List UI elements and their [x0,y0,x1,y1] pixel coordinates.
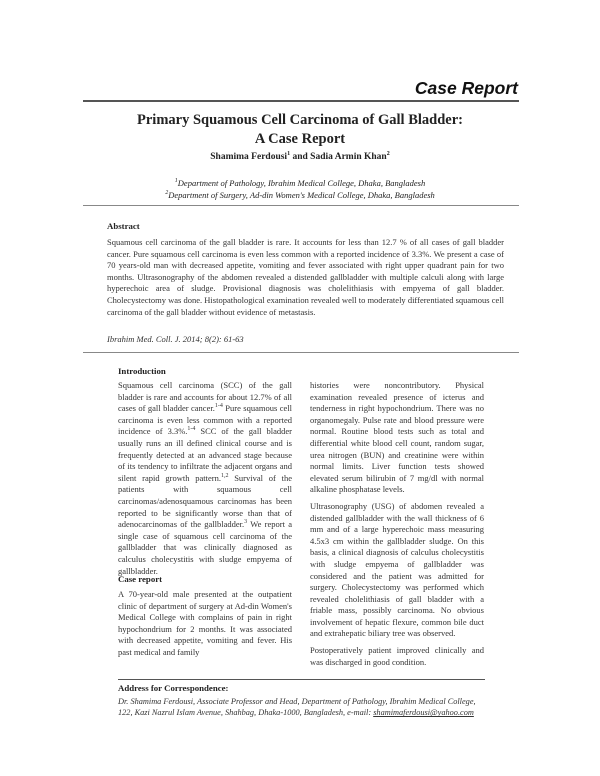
author-1: Shamima Ferdousi [210,152,288,162]
affiliation-2-sup: 2 [165,190,169,197]
correspondence-text [118,696,485,719]
abstract-heading: Abstract [107,221,140,231]
intro-seg-3: SCC of the gall bladder usually runs an ill defined clinical course and is frequently detected at an advanced stage because of its tendency to infiltrate the adjacent organs and silent rapid growth pattern. [118,426,292,483]
author-list [60,152,540,162]
case-paragraph-2: histories were noncontributory. Physical examination revealed presence of icterus and tenderness in right hypochondrium. There was no organomegaly. Pulse rate and blood pressure were normal. Routine blood tests such as total and differential white blood cell count, random sugar, urea nitrogen (BUN) and creatinine were within normal limits. Liver function tests showed elevated serum bilirubin of 7 mg/dl with normal alkaline phosphatase levels. [310,380,484,495]
email-link[interactable]: shamimaferdousi@yahoo.com [373,708,474,718]
intro-seg-2: Pure squamous cell carcinoma is even less common with a reported incidence of 3.3%. [118,403,292,437]
author-1-sup: 1 [287,150,291,157]
correspondence-heading: Address for Correspondence: [118,683,229,693]
title-line-2: A Case Report [254,131,346,147]
affiliation-1 [60,177,540,189]
case-report-text-left [118,589,292,664]
case-report-heading: Case report [118,574,163,584]
affiliation-1-sup: 1 [174,178,178,185]
ref-2: 1-4 [187,426,196,433]
article-type-badge: Case Report [414,78,518,98]
title-line-1: Primary Squamous Cell Carcinoma of Gall Bladder: [137,112,463,128]
introduction-heading: Introduction [118,366,166,376]
right-column [310,380,484,673]
case-paragraph-3: Ultrasonography (USG) of abdomen revealed a distended gallbladder with the wall thickness of 6 mm and of a large hyperechoic mass measuring 4.5x3 cm within the gallbladder sludge. On this basis, a clinical diagnosis of calculus cholecystitis with sludge empyema of gallbladder was considered and the patient was admitted for surgery. Cholecystectomy was performed which revealed cholelithiasis of gall bladder with a friable mass, possibly carcinoma. No obvious involvement of hepatic flexure, common bile duct and extrahepatic biliary tree was observed. [310,500,484,639]
intro-seg-1: Squamous cell carcinoma (SCC) of the gall bladder is rare and accounts for about 12.7% of all cases of gall bladder cancer. [118,380,292,414]
affiliation-1-text: Department of Pathology, Ibrahim Medical College, Dhaka, Bangladesh [177,178,426,188]
author-separator: and [290,152,311,162]
introduction-paragraph [118,380,292,577]
header-rule [83,100,519,102]
footnote-rule [118,679,485,680]
abstract-text: Squamous cell carcinoma of the gall bladder is rare. It accounts for less than 12.7 % of all cases of gall bladder cancer. Pure squamous cell carcinoma is even less common with a reported incidence of 3.3%. We present a case of 70 years-old man with decreased appetite, vomiting and fever associated with right upper quadrant pain for two months. Ultrasonography of the abdomen revealed a distended gallbladder with multiple calculi along with large hyperechoic area of sludge. Provisional diagnosis was cholelithiasis with empyema of gall bladder. Cholecystectomy was done. Histopathological examination revealed well to moderately differentiated squamous cell carcinoma of the gall bladder without evidence of metastasis. [107,237,504,317]
ref-4: 3 [244,519,248,526]
case-paragraph-4: Postoperatively patient improved clinically and was discharged in good condition. [310,645,484,667]
affiliations [60,177,540,201]
abstract-bottom-rule [83,352,519,353]
citation: Ibrahim Med. Coll. J. 2014; 8(2): 61-63 [107,334,244,344]
introduction-text [118,380,292,582]
author-2: Sadia Armin Khan [310,152,387,162]
intro-seg-4: Survival of the patients with squamous cell carcinomas/adenosquamous carcinomas has been reported to be significantly worse than that of adenocarcinomas of the gallbladder. [118,472,292,530]
affiliation-2 [60,189,540,201]
ref-3: 1,2 [220,472,229,479]
correspondence-body: Dr. Shamima Ferdousi, Associate Professor and Head, Department of Pathology, Ibrahim Medical College, 122, Kazi Nazrul Islam Avenue, Shahbag, Dhaka-1000, Bangladesh, e-mail: [118,697,476,718]
author-2-sup: 2 [386,150,390,157]
intro-seg-5: We report a single case of squamous cell carcinoma of the gallbladder that was clinically diagnosed as calculus cholecystitis with sludge empyema of gallbladder. [118,519,293,576]
ref-1: 1-4 [214,403,223,410]
affiliation-2-text: Department of Surgery, Ad-din Women's Medical College, Dhaka, Bangladesh [168,190,435,200]
article-title [60,111,540,149]
case-paragraph-1: A 70-year-old male presented at the outpatient clinic of department of surgery at Ad-din Women's Medical College with complains of pain in right hypochondrium for 2 months. It was associated with decreased appetite, vomiting and fever. His past medical and family [118,589,292,657]
